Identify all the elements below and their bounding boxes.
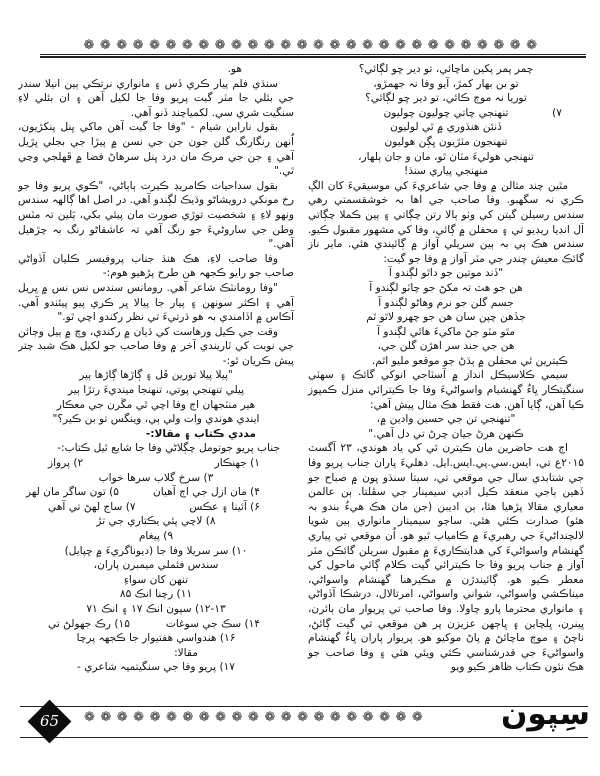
- book-list-row: [18, 617, 294, 632]
- poem-line: منھنجي پياري سنڌ!: [403, 165, 488, 178]
- poem-line: ڏنئن ھنڌوري ۾ ٿي لوليون: [390, 121, 502, 134]
- poem-line: تنھنجي چاتي چوليون چوليون: [383, 106, 509, 119]
- book-item: ۲) پرواز: [48, 457, 84, 470]
- poem-line: تنھنجون مٽڙيون ڀڳن ھوليون: [384, 135, 508, 148]
- poem-line: توريا نہ موڄ ڪائي، تو دير ڇو لڳائي؟: [365, 92, 527, 105]
- book-list-row: [18, 558, 294, 573]
- paragraph: بقول ناراين شيام - "وفا جا گيت آھن ماکي ڀنل پنکڙيون، اُنھن رنگارنگ گلن جون جن جي نسن ۾ پيڙا جي بجلي ڀڙيل آھي ۽ جن جي مرڪ مان درد ڀنل سرھاڻ فضا ۾ ڦھلجي وڃي ٿي.": [18, 121, 294, 178]
- poem-line: پيلي تنھنجي پوتي، تنھنجا مينديءَ رتڙا ٻير: [67, 384, 245, 397]
- magazine-logo: سِپون: [500, 696, 590, 732]
- paragraph: اڄ ھت حاضرين مان ڪيترن ئي کي ياد ھوندي، ۲۳ آگسٽ ۲۰۱۵ع تي، ايس.سي.پي.ايس.ايل. دھليءَ پاران جناب پريو وفا جي شتابدي سال جي موقعي تي، سيتا سنڌو ڀون ۾ صباح جو ڏھين ٻاجي منعقد ڪيل ادبي سيمينار جي سڦلتا. ٻن عالمن معياري مقالا پڙھيا ھئا، ٻن اديبن (جن مان ھڪ ھيءُ بندو بہ ھئو) صدارت ڪئي ھئي. ساڄو سيمينار مانواري ٻين شويا لالچنداڻيءَ جي رھبريءَ ۾ ڪامياب ٿيو ھو. اُن موقعي تي پياري گھنشام واسواڻيءَ کي ھدايتڪاريءَ ۾ مقبول سريلن گائڪن مٽر آواز ۾ جناب پريو وفا جا ڪيترائي گيت ڪلام ڳائي ماحول کي معطر ڪيو ھو. ڳائيندڙن ۾ مڪيرھنا گھنشام واسواڻي، ميناڪشي واسواڻي، شواني واسواڻي، امرتالال، درشڪا آڏواڻي ۽ مانواري محترما پارو چاولا. وفا صاحب تي پريوار مان ٻائرن، ڀينرن، ڀلچاين ۽ ڀاڄھن عزيزن پر ھن موقعي تي گيت ڳائڻ، ناچڻ ۽ موڄ ماچائڻ ۾ پاڻ موکيو ھو. پريوار پاران ڀاءُ گھنشام واسواڻيءَ جي قدرشناسي ڪئي ويئي ھئي ۽ وفا صاحب جو ھڪ نئون ڪتاب ظاھر ڪيو ويو: [308, 442, 584, 674]
- page-number: 65: [39, 712, 60, 730]
- flower-row-top: ❁❁❁❁❁❁❁❁❁❁❁❁❁❁❁❁❁❁❁❁❁❁❁❁❁❁❁❁: [83, 38, 543, 53]
- poem-line: ھن جو ھٽ تہ مکڻ جو چاٽو لڳندو آ: [369, 281, 523, 294]
- poem-line: ھير منٽجھان اڄ وفا اچي ٿي مڱرن جي معڪار: [56, 398, 256, 411]
- book-list-row: [18, 602, 294, 617]
- book-item: ۶) آئينا ۽ عڪس: [189, 500, 260, 513]
- book-item: ۷) ساج لھڻ تي آھي: [48, 500, 136, 513]
- book-list-row: [18, 660, 294, 675]
- numbered-song-item: [308, 106, 584, 179]
- paragraph: مٿين چند مثالن ۾ وفا جي شاعريءَ کي موسيقيءَ کان الڳ ڪري نہ سگھبو. وفا صاحب جي اھا بہ خوشقسمتي رھي سندس رسيلن گيتن کي وٺو ٻالا رتن چڳاتي ۽ ٻين ڪملا چڳاتي آل انڊيا ريڊيو تي ۽ محفلن ۾ ڳائي، وفا کي مشھور مقبول ڪيو. سندس ھڪ ٻي بہ ٻين سريلي آواز ۾ ڳائيندي ھئي. ماير ناز گائڪ معيش چندر جي مٽر آواز ۾ وفا جو گيت:: [308, 179, 584, 265]
- book-item: ۱۶) ھندواسي ھفتيوار جا ڪجھہ پرچا: [76, 632, 236, 645]
- book-item: ۵) تون ساگر مان لھر: [25, 486, 119, 499]
- book-item: سندس فئملي ميمبرن پاران،: [93, 559, 219, 572]
- poem-line: "تنھنجي تن جي حسين وادين ۾،: [376, 413, 516, 426]
- quoted-couplet: [308, 412, 584, 441]
- paragraph: وقت جي ڪيل ورھاست کي ڌيان ۾ رکندي، وچ ۾ ٻيل وڄائن جي نوبت کي ٽاريندي آخر ۾ وفا صاحب جو لکيل ھڪ شبد چتر پيش ڪريان ٿو:-: [18, 325, 294, 367]
- articles-heading-row: [18, 646, 294, 661]
- poem-line: تنھنجي ھوليءَ مٽان ٿو، مان و جان ٻلھار،: [358, 150, 534, 163]
- paragraph: ڪيترين ئي محفلن ۾ ٻڌڻ جو موقعو مليو اٿم.: [371, 354, 568, 367]
- book-list-row: [18, 514, 294, 529]
- book-item: ۱۵) رڪ جھولڻ تي: [48, 617, 130, 630]
- list-item-marker: ۷): [552, 106, 562, 119]
- song-stanza: [308, 106, 584, 179]
- book-item: ۱) جھنڪار: [214, 457, 260, 470]
- book-item: ۹) پيغام: [138, 530, 174, 542]
- book-item: ۸) لاچي پئي يڪتاري جي تڙ: [96, 515, 216, 528]
- column-right: [308, 62, 584, 702]
- paragraph: سنڌي فلم پيار ڪري ڏس ۽ مانواري نرتڪي ٻين انيلا سندر جي بئلي جا مٽر گيت پريو وفا جا لکيل آھن ۽ ان بئلي لاءِ سنگيت شري سي. لکمياچند ڏنو آھي.: [18, 77, 294, 119]
- poem-line: جسم گلن جو نرم وھاڻو لڳندو آ: [378, 296, 514, 309]
- book-list-row: [18, 631, 294, 646]
- articles-heading: مقالا:: [174, 646, 198, 659]
- paragraph: "وفا رومانٽڪ شاعر آھي. رومانس سندس نس نس ۾ ڀريل آھي ۽ اڪثر سونھن ۽ پيار جا پيالا ڀر ڪري پيو پيئندو آھي. آڪاس ۾ اڏامندي بہ ھو ڌرتيءَ تي نظر رکندو اچي ٿو.": [18, 281, 294, 324]
- page-number-diamond: [28, 700, 72, 744]
- poem-line: تو بن بھار کمڙ، آيو وفا نہ جھمڙو،: [373, 77, 519, 90]
- text-columns: [18, 62, 584, 702]
- book-list-row: [18, 529, 294, 544]
- top-rule-thick: [40, 56, 586, 58]
- song-stanza: [308, 62, 584, 106]
- book-list-row: [18, 500, 294, 515]
- books-section-heading: مددي ڪتاب ۽ مقالا:-: [145, 427, 256, 440]
- book-item: ۱۱) رچنا انڪ ۸۵: [119, 588, 193, 601]
- footer-ornament-border: [20, 696, 590, 746]
- poem-line: چمر پمر پکين ماچائي، تو دير ڇو لڳائي؟: [358, 63, 534, 75]
- book-item: تنھن کان سواءِ: [123, 573, 189, 586]
- carryover-word: ھو.: [227, 63, 242, 75]
- top-rule: [40, 54, 586, 58]
- poem-line: "ڏند موتين جو داٿو لڳندو آ: [388, 267, 504, 280]
- top-ornament-border: [40, 38, 586, 58]
- poem-line: ايندي ھوندي وات ولي ٻي، وينگس تو بن ڪير؟": [52, 413, 260, 426]
- books-intro-line: جناب پريو جوتومل چڳلاڻي وفا جا شايع ٿيل ڪتاب:-: [57, 442, 280, 455]
- column-left: [18, 62, 294, 702]
- footer-rule-bottom: [20, 737, 588, 738]
- book-item: ۱۴) سڪ جي سوغات: [165, 617, 260, 630]
- poem-line: ڪنھن ھرڻ جيان چرڻ تي دل آھي.": [368, 427, 524, 440]
- book-item: ۳) سرخ گلاب سرھا خواب: [98, 471, 214, 484]
- book-list-row: [18, 573, 294, 588]
- book-list-row: [18, 544, 294, 559]
- quoted-poem: [308, 266, 584, 354]
- poem-line: "پيلا پيلا تورين ڦل ۽ ڳاڙھا ڳاڙھا ٻير: [79, 369, 233, 382]
- book-list-row: [18, 587, 294, 602]
- flower-row-bottom: ❁❁❁❁❁❁❁❁❁❁❁❁❁❁❁❁❁❁❁❁❁: [84, 710, 429, 725]
- book-list-row: [18, 471, 294, 486]
- poem-line: جڏھن چپن سان ھن جو چھرو لاٿو ٿم: [366, 311, 526, 324]
- poem-line: مٿو مٽو جڻ ماکيءَ ھاٿي لڳندو آ: [377, 325, 515, 338]
- book-list-row: [18, 485, 294, 500]
- poem-line: ھن جي جند سر اھڙن گلن جي،: [377, 340, 515, 353]
- book-list-row: [18, 456, 294, 471]
- paragraph: بقول سداحيات ڪامريڊ ڪيرت ٻاٻاڻي، "ڪوي پريو وفا جو رخ مونکي درويشاڻو وڌيڪ لڳندو آھي. در اصل اھا ڳالھہ سندس ونھو لاءِ ۽ شخصيت توڙي صورت مان پيئي بکي، ٻَلين تہ مٽس وطن جي ساروڻيءَ جو رنگ آھي تہ عاشقاڻو رنگ بہ چڙھيل آھي.": [18, 179, 294, 251]
- paragraph: سيمي ڪلاسيڪل انداز ۾ آسٽاجي انوکي گائڪ ۽ سھٽي سنگيتڪار ڀاءُ گھنشيام واسواڻيءَ وفا جا ڪيترائي منزل ڪمپوز ڪيا آھن، ڳايا آھن. ھت فقط ھڪ مثال پيش آھي:: [308, 369, 584, 411]
- shabad-chitra-poem: [18, 368, 294, 426]
- book-item: ۱۷) پريو وفا جي سنگيتميہ شاعري -: [77, 661, 235, 674]
- book-item: ۴) مان ازل جي اڄ آھيان: [152, 486, 260, 499]
- paragraph: وفا صاحب لاءِ، ھڪ ھنڌ جناب پروفيسر ڪليان آڏواڻي صاحب جو رايو ڪجھہ ھن طرح پڙھيو ھوم:-: [18, 252, 294, 280]
- book-item: ۱۰) سر سريلا وفا جا (ديوناگريءَ ۾ ڇپايل): [64, 544, 248, 557]
- book-item: ۱۲-۱۳) سپون انڪ ۱۷ ۽ انڪ ۷۱: [86, 602, 226, 615]
